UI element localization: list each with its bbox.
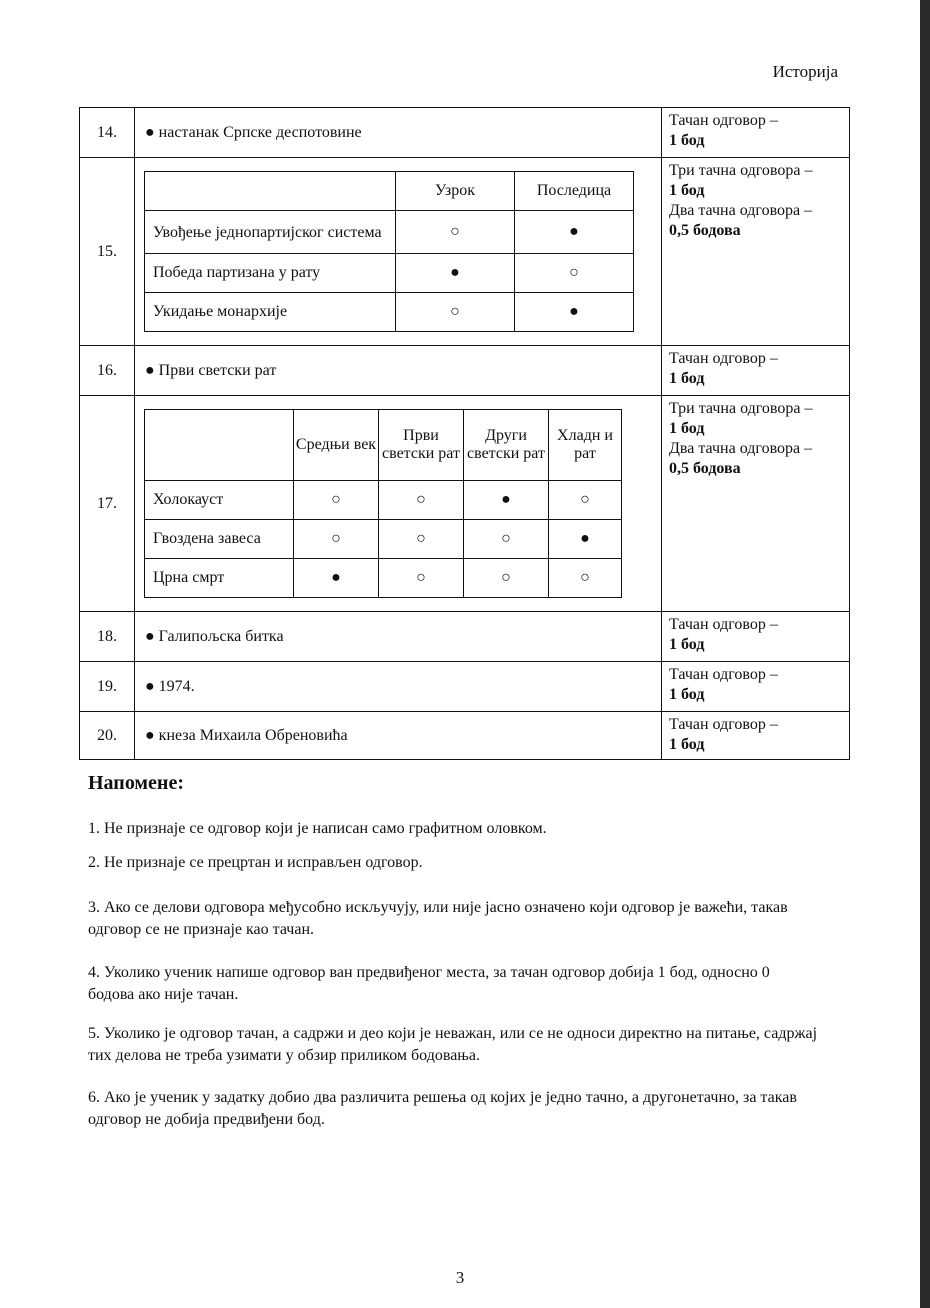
score-label: Три тачна одговора – bbox=[669, 162, 813, 179]
score-cell bbox=[662, 158, 850, 346]
score-points: 1 бод bbox=[669, 420, 705, 437]
mark-empty: ○ bbox=[515, 254, 634, 293]
row-label: Гвоздена завеса bbox=[145, 520, 294, 559]
score-points: 1 бод bbox=[669, 182, 705, 199]
row-label: Победа партизана у рату bbox=[145, 254, 396, 293]
mark-empty: ○ bbox=[549, 559, 622, 598]
score-points: 0,5 бодова bbox=[669, 222, 741, 239]
score-label: Тачан одговор – bbox=[669, 350, 778, 367]
table-row-18 bbox=[80, 612, 850, 662]
column-header-ww2: Други светски рат bbox=[464, 410, 549, 481]
table-row-15 bbox=[80, 158, 850, 346]
mark-filled: ● bbox=[549, 520, 622, 559]
row-label: Холокауст bbox=[145, 481, 294, 520]
note-2: 2. Не признаје се прецртан и исправљен одговор. bbox=[88, 854, 423, 871]
table-row-20 bbox=[80, 712, 850, 760]
score-points: 1 бод bbox=[669, 736, 705, 753]
column-header-middle-ages: Средњи век bbox=[294, 410, 379, 481]
answer-cell bbox=[135, 396, 662, 612]
row-label: Увођење једнопартијског система bbox=[145, 211, 396, 254]
corner-cell bbox=[145, 172, 396, 211]
score-cell bbox=[662, 396, 850, 612]
question-number: 15. bbox=[80, 158, 135, 346]
mark-empty: ○ bbox=[549, 481, 622, 520]
score-cell bbox=[662, 612, 850, 662]
page-number: 3 bbox=[455, 1268, 465, 1287]
score-cell bbox=[662, 712, 850, 760]
note-3: 3. Ако се делови одговора међусобно искључују, или није јасно означено који одговор је важећи, такав одговор се не признаје као тачан. bbox=[88, 899, 788, 938]
row-label: Црна смрт bbox=[145, 559, 294, 598]
column-header-ww1: Први светски рат bbox=[379, 410, 464, 481]
table-row-14 bbox=[80, 108, 850, 158]
mark-empty: ○ bbox=[464, 520, 549, 559]
answer-text: ● Први светски рат bbox=[135, 346, 662, 396]
note-1: 1. Не признаје се одговор који је написан само графитном оловком. bbox=[88, 820, 547, 837]
page-edge-scrollbar bbox=[920, 0, 930, 1308]
score-cell bbox=[662, 662, 850, 712]
row-label: Укидање монархије bbox=[145, 293, 396, 332]
score-cell bbox=[662, 346, 850, 396]
mark-empty: ○ bbox=[379, 559, 464, 598]
question-number: 17. bbox=[80, 396, 135, 612]
question-number: 19. bbox=[80, 662, 135, 712]
score-cell bbox=[662, 108, 850, 158]
note-4: 4. Уколико ученик напише одговор ван предвиђеног места, за тачан одговор добија 1 бод, односно 0 бодова ако није тачан. bbox=[88, 964, 770, 1003]
score-label: Тачан одговор – bbox=[669, 112, 778, 129]
mark-filled: ● bbox=[294, 559, 379, 598]
question-number: 14. bbox=[80, 108, 135, 158]
mark-filled: ● bbox=[515, 293, 634, 332]
corner-cell bbox=[145, 410, 294, 481]
subject-header: Историја bbox=[772, 62, 838, 81]
score-label: Три тачна одговора – bbox=[669, 400, 813, 417]
column-header-effect: Последица bbox=[515, 172, 634, 211]
table-row-17 bbox=[80, 396, 850, 612]
mark-empty: ○ bbox=[396, 293, 515, 332]
mark-empty: ○ bbox=[396, 211, 515, 254]
question-number: 16. bbox=[80, 346, 135, 396]
period-table bbox=[144, 409, 622, 598]
mark-filled: ● bbox=[396, 254, 515, 293]
answer-key-table bbox=[79, 107, 850, 760]
column-header-cause: Узрок bbox=[396, 172, 515, 211]
score-points: 1 бод bbox=[669, 370, 705, 387]
mark-empty: ○ bbox=[464, 559, 549, 598]
answer-text: ● 1974. bbox=[135, 662, 662, 712]
score-label: Тачан одговор – bbox=[669, 666, 778, 683]
score-label: Тачан одговор – bbox=[669, 616, 778, 633]
score-points: 1 бод bbox=[669, 686, 705, 703]
note-6: 6. Ако је ученик у задатку добио два различита решења од којих је једно тачно, а другонетачно, за такав одговор не добија предвиђени бод. bbox=[88, 1089, 797, 1128]
table-row-19 bbox=[80, 662, 850, 712]
question-number: 18. bbox=[80, 612, 135, 662]
mark-empty: ○ bbox=[379, 520, 464, 559]
table-row-16 bbox=[80, 346, 850, 396]
note-5: 5. Уколико је одговор тачан, а садржи и део који је неважан, или се не односи директно на питање, садржај тих делова не треба узимати у обзир приликом бодовања. bbox=[88, 1025, 818, 1064]
mark-filled: ● bbox=[464, 481, 549, 520]
column-header-cold-war: Хладн и рат bbox=[549, 410, 622, 481]
mark-empty: ○ bbox=[294, 520, 379, 559]
mark-filled: ● bbox=[515, 211, 634, 254]
answer-text: ● кнеза Михаила Обреновића bbox=[135, 712, 662, 760]
question-number: 20. bbox=[80, 712, 135, 760]
mark-empty: ○ bbox=[294, 481, 379, 520]
notes-heading: Напомене: bbox=[88, 772, 184, 794]
score-label: Два тачна одговора – bbox=[669, 440, 813, 457]
score-label: Тачан одговор – bbox=[669, 716, 778, 733]
score-label: Два тачна одговора – bbox=[669, 202, 813, 219]
score-points: 0,5 бодова bbox=[669, 460, 741, 477]
answer-text: ● Галипољска битка bbox=[135, 612, 662, 662]
mark-empty: ○ bbox=[379, 481, 464, 520]
score-points: 1 бод bbox=[669, 636, 705, 653]
cause-effect-table bbox=[144, 171, 634, 332]
score-points: 1 бод bbox=[669, 132, 705, 149]
answer-cell bbox=[135, 158, 662, 346]
answer-text: ● настанак Српске деспотовине bbox=[135, 108, 662, 158]
